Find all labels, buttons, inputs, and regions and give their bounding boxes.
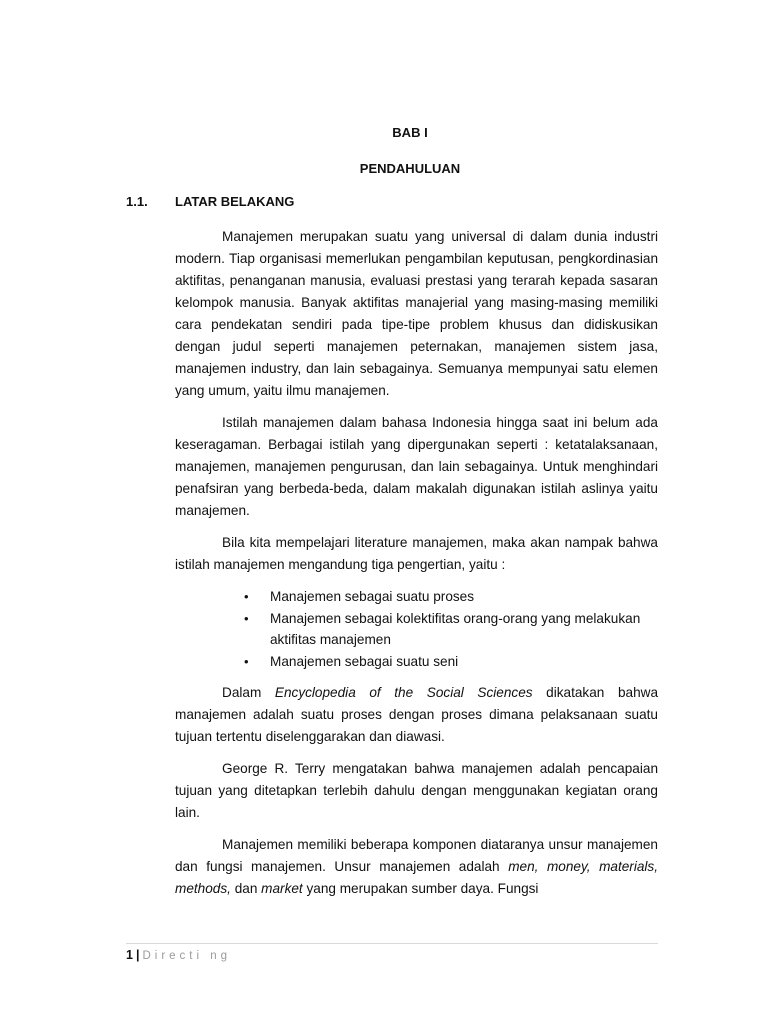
section-title: LATAR BELAKANG bbox=[175, 194, 295, 209]
paragraph-2: Istilah manajemen dalam bahasa Indonesia hingga saat ini belum ada keseragaman. Berbagai istilah yang dipergunakan seperti : ketatalaksanaan, manajemen, manajemen pengurusan, dan lain sebagainya. Untuk menghindari penafsiran yang berbeda-beda, dalam makalah digunakan istilah aslinya yaitu manajemen. bbox=[175, 415, 658, 518]
footer-divider bbox=[126, 943, 658, 944]
encyclopedia-title: Encyclopedia of the Social Sciences bbox=[274, 685, 533, 700]
page-number: 1 bbox=[126, 948, 133, 962]
paragraph-6-part-c: yang merupakan sumber daya. Fungsi bbox=[302, 881, 539, 896]
chapter-title: PENDAHULUAN bbox=[359, 161, 461, 176]
list-item-text: Manajemen sebagai suatu seni bbox=[270, 653, 459, 669]
paragraph-5: George R. Terry mengatakan bahwa manajemen adalah pencapaian tujuan yang ditetapkan terlebih dahulu dengan menggunakan kegiatan orang lain. bbox=[175, 761, 658, 820]
paragraph-1: Manajemen merupakan suatu yang universal di dalam dunia industri modern. Tiap organisasi memerlukan pengambilan keputusan, pengkordinasian aktifitas, penanganan manusia, evaluasi prestasi yang terarah kepada sasaran kelompok manusia. Banyak aktifitas manajerial yang masing-masing memiliki cara pendekatan sendiri pada tipe-tipe problem khusus dan didiskusikan dengan judul seperti manajemen peternakan, manajemen sistem jasa, manajemen industry, dan lain sebagainya. Semuanya mempunyai satu elemen yang umum, yaitu ilmu manajemen. bbox=[175, 229, 658, 398]
section-number: 1.1. bbox=[126, 194, 148, 209]
bullet-list bbox=[175, 586, 658, 672]
market-term: market bbox=[261, 881, 303, 896]
list-item-text: Manajemen sebagai kolektifitas orang-orang yang melakukan aktifitas manajemen bbox=[270, 610, 641, 647]
bullet-icon: • bbox=[244, 610, 249, 626]
chapter-number: BAB I bbox=[392, 125, 428, 140]
paragraph-6-part-a: Manajemen memiliki beberapa komponen diataranya unsur manajemen dan fungsi manajemen. Unsur manajemen adalah bbox=[175, 837, 658, 874]
list-item bbox=[244, 608, 658, 651]
section-heading bbox=[126, 194, 294, 210]
bullet-icon: • bbox=[244, 653, 249, 669]
body-content bbox=[175, 226, 658, 910]
resource-terms: men, money, materials, methods, bbox=[175, 859, 658, 896]
paragraph-4-start: Dalam bbox=[222, 685, 275, 700]
list-item-text: Manajemen sebagai suatu proses bbox=[270, 589, 475, 604]
paragraph-4-end: dikatakan bahwa manajemen adalah suatu proses dengan proses dimana pelaksanaan suatu tujuan tertentu diselenggarakan dan diawasi. bbox=[175, 685, 659, 744]
page-footer bbox=[126, 947, 231, 964]
paragraph-6 bbox=[175, 834, 658, 900]
bullet-icon: • bbox=[244, 589, 249, 604]
paragraph-4 bbox=[175, 682, 658, 748]
list-item bbox=[244, 651, 658, 673]
footer-separator: | bbox=[135, 948, 140, 962]
footer-label: Directi ng bbox=[142, 950, 232, 962]
paragraph-3: Bila kita mempelajari literature manajemen, maka akan nampak bahwa istilah manajemen mengandung tiga pengertian, yaitu : bbox=[175, 535, 658, 572]
list-item bbox=[244, 586, 658, 608]
paragraph-6-part-b: dan bbox=[230, 881, 262, 896]
